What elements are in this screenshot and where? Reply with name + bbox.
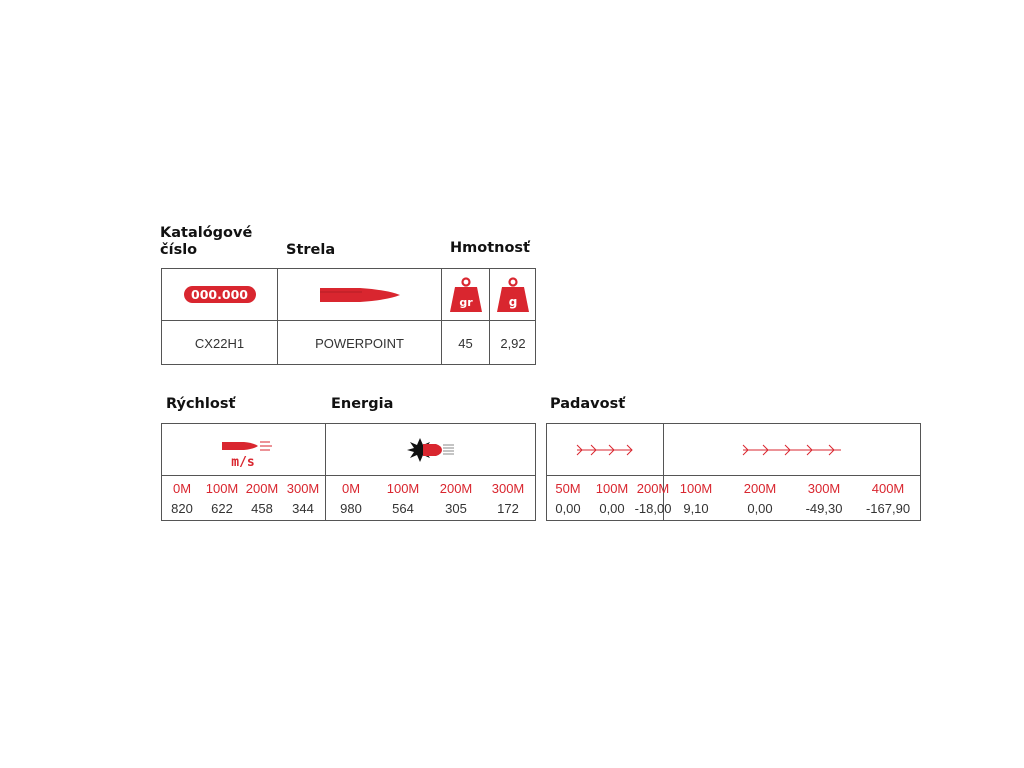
catalog-number: CX22H1: [194, 335, 245, 351]
drop-long-label: 200M: [743, 481, 777, 496]
velocity-value: 820: [171, 501, 193, 516]
energy-label: 300M: [491, 481, 525, 496]
drop-long-value: 9,10: [683, 501, 709, 516]
velocity-unit: m/s: [230, 454, 255, 468]
energy-label: 200M: [439, 481, 473, 496]
energy-label: 100M: [386, 481, 420, 496]
energy-icon-cell: [326, 424, 535, 475]
velocity-value: 622: [211, 501, 233, 516]
weight-gr-unit: gr: [458, 295, 473, 309]
energy-label: 0M: [341, 481, 361, 496]
velocity-header: Rýchlosť: [166, 396, 236, 412]
velocity-label: 300M: [286, 481, 320, 496]
drop-short-icon-cell: [547, 424, 663, 475]
energy-icon: [406, 435, 456, 465]
drop-header: Padavosť: [550, 396, 626, 412]
product-table: [161, 268, 536, 365]
weight-header: Hmotnosť: [450, 240, 530, 256]
energy-header: Energia: [331, 396, 394, 412]
weight-g-unit: g: [508, 294, 518, 309]
velocity-icon: [214, 432, 274, 468]
velocity-value: 458: [251, 501, 273, 516]
drop-long-icon-cell: [664, 424, 920, 475]
energy-value: 980: [340, 501, 362, 516]
velocity-label: 0M: [172, 481, 192, 496]
catalog-badge: 000.000: [184, 286, 256, 303]
drop-long-label: 300M: [807, 481, 841, 496]
bullet-icon: [318, 285, 402, 305]
drop-short-label: 100M: [595, 481, 629, 496]
weight-g-cell: [490, 269, 536, 320]
velocity-label: 200M: [245, 481, 279, 496]
velocity-value: 344: [292, 501, 314, 516]
weight-gr-value: 45: [458, 335, 473, 351]
energy-value: 305: [445, 501, 467, 516]
weight-g-value: 2,92: [500, 335, 526, 351]
weight-gr-cell: [442, 269, 489, 320]
drop-table: [546, 423, 921, 521]
arrows-long-icon: [741, 443, 843, 457]
catalog-icon-cell: [162, 269, 277, 320]
drop-long-label: 100M: [679, 481, 713, 496]
weight-gr-icon: [449, 277, 483, 313]
drop-short-value: 0,00: [555, 501, 581, 516]
energy-value: 172: [497, 501, 519, 516]
drop-long-value: 0,00: [747, 501, 773, 516]
arrows-short-icon: [575, 443, 635, 457]
velocity-icon-cell: [162, 424, 325, 475]
catalog-header: Katalógové číslo: [160, 225, 253, 258]
velocity-energy-table: [161, 423, 536, 521]
bullet-name: POWERPOINT: [315, 335, 404, 351]
velocity-label: 100M: [205, 481, 239, 496]
drop-short-label: 200M: [636, 481, 670, 496]
drop-short-value: -18,00: [634, 501, 672, 516]
bullet-icon-cell: [278, 269, 441, 320]
drop-long-value: -167,90: [865, 501, 911, 516]
bullet-header: Strela: [286, 242, 336, 258]
weight-g-icon: [496, 277, 530, 313]
drop-short-value: 0,00: [599, 501, 625, 516]
drop-long-label: 400M: [871, 481, 905, 496]
drop-long-value: -49,30: [805, 501, 843, 516]
energy-value: 564: [392, 501, 414, 516]
drop-short-label: 50M: [555, 481, 581, 496]
